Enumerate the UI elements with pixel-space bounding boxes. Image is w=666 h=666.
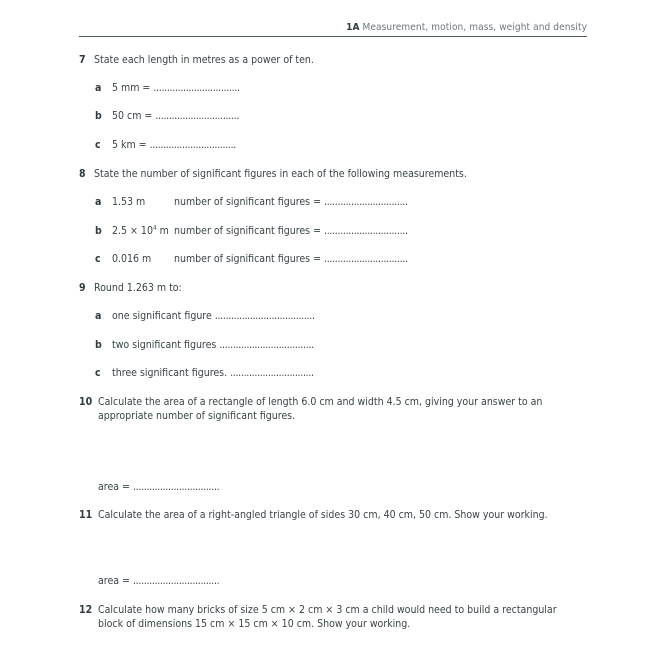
part-label: c [95,139,101,151]
question-7b [95,110,239,122]
question-number: 11 [79,509,93,521]
part-label: c [95,367,101,379]
question-8b [95,225,169,237]
question-text: Calculate the area of a right-angled triangle of sides 30 cm, 40 cm, 50 cm. Show your working. [98,509,548,521]
question-8a [95,196,145,208]
answer-field[interactable]: ............................... [230,367,314,379]
answer-field[interactable]: ................................... [219,339,314,351]
question-11-answer [98,575,219,587]
section-title: Measurement, motion, mass, weight and density [362,22,587,33]
part-text: two significant figures [112,339,217,351]
answer-field[interactable]: ................................ [153,82,240,94]
part-label: b [95,110,102,122]
question-text: State each length in metres as a power of ten. [94,54,314,66]
question-number: 10 [79,396,93,408]
value-base: 2.5 × 10 [112,225,153,237]
part-label: c [95,253,101,265]
value-exponent: 4 [152,223,157,232]
answer-field[interactable]: ................................ [132,575,220,587]
part-label: b [95,339,102,351]
part-text: one significant figure [112,310,212,322]
running-header [79,22,587,33]
question-8c-prompt [174,253,408,265]
header-rule [79,36,587,37]
part-text: 50 cm = [112,110,153,122]
question-7a [95,82,240,94]
part-prompt: number of significant figures = [174,225,321,237]
part-label: a [95,82,102,94]
question-9b [95,339,314,351]
question-9c [95,367,314,379]
answer-field[interactable]: ............................... [155,110,240,122]
measurement-value: 1.53 m [112,196,146,208]
question-number: 12 [79,604,93,616]
question-8c [95,253,151,265]
question-text: Round 1.263 m to: [94,282,182,294]
answer-field[interactable]: ................................ [149,139,236,151]
part-text: 5 mm = [112,82,151,94]
section-number: 1A [346,22,360,33]
question-number: 7 [79,54,86,66]
question-10-answer [98,481,219,493]
part-label: a [95,310,102,322]
question-7c [95,139,236,151]
part-label: a [95,196,102,208]
answer-field[interactable]: ..................................... [214,310,315,322]
question-9a [95,310,315,322]
answer-label: area = [98,575,130,587]
question-number: 9 [79,282,86,294]
question-8a-prompt [174,196,408,208]
question-text-line-2: appropriate number of significant figures. [98,410,296,422]
question-number: 8 [79,168,86,180]
answer-field[interactable]: ............................... [324,196,408,208]
measurement-value: 0.016 m [112,253,152,265]
part-prompt: number of significant figures = [174,196,321,208]
question-text-line-1: Calculate how many bricks of size 5 cm × 2 cm × 3 cm a child would need to build a rectangular [98,604,557,616]
part-prompt: number of significant figures = [174,253,321,265]
measurement-value [112,225,169,237]
question-text-line-1: Calculate the area of a rectangle of length 6.0 cm and width 4.5 cm, giving your answer to an [98,396,543,408]
question-8b-prompt [174,225,408,237]
question-text-line-2: block of dimensions 15 cm × 15 cm × 10 cm. Show your working. [98,618,411,630]
answer-field[interactable]: ................................ [132,481,220,493]
question-text: State the number of significant figures in each of the following measurements. [94,168,467,180]
part-text: three significant figures. [112,367,228,379]
answer-field[interactable]: ............................... [324,253,408,265]
answer-label: area = [98,481,130,493]
part-label: b [95,225,102,237]
part-text: 5 km = [112,139,147,151]
answer-field[interactable]: ............................... [324,225,408,237]
value-unit: m [156,225,169,237]
